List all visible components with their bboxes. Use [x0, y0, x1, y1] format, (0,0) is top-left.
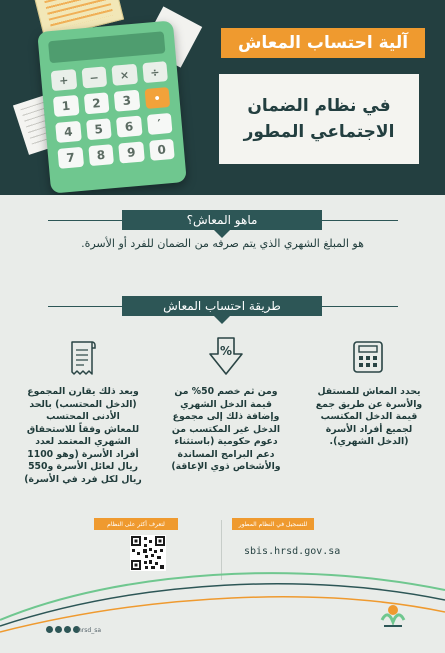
calculator-key: 8 — [88, 144, 114, 166]
social-icons — [46, 626, 80, 633]
step-3-text — [10, 386, 156, 486]
section-heading-what-is — [122, 210, 322, 230]
ministry-logo-icon — [378, 600, 408, 630]
heading-pointer — [214, 316, 230, 324]
calculator-key: • — [144, 87, 170, 109]
calculator-keys — [51, 61, 175, 169]
step-line: دعم البرامج المساندة — [177, 448, 275, 460]
step-line: الأدنى المحتسب — [46, 411, 120, 422]
step-1-text — [300, 386, 438, 449]
page-title: آلية احتساب المعاش — [237, 33, 409, 53]
step-line: للمعاش وفقاً للاستحقاق — [26, 423, 140, 435]
step-line: (الدخل المحتسب) بالحد — [29, 398, 137, 410]
website-link[interactable]: sbis.hrsd.gov.sa — [244, 546, 341, 557]
title-box — [221, 28, 425, 58]
step-line: وإضافة ذلك إلى مجموع — [172, 411, 280, 422]
step-line: ريال لعائل الأسرة و550 — [28, 461, 138, 472]
social-icon[interactable] — [46, 626, 53, 633]
subtitle-box — [219, 74, 419, 164]
calculator-key: 0 — [149, 139, 175, 161]
step-line: قيمة الدخل المكتسب — [320, 411, 418, 422]
step-line: قيمة الدخل الشهري — [180, 398, 272, 410]
calculator-key: 4 — [55, 121, 81, 143]
calculator-key: 3 — [114, 90, 140, 112]
calculator-key: 2 — [83, 92, 109, 114]
calculator-key: 7 — [57, 147, 83, 169]
calculator-key: 1 — [53, 95, 79, 117]
step-line: والأشخاص ذوي الإعاقة) — [171, 461, 281, 472]
section-heading-text: ماهو المعاش؟ — [186, 213, 258, 227]
calculator-icon — [352, 340, 384, 374]
step-line: (الدخل الشهري). — [329, 436, 409, 447]
step-line: يحدد المعاش للمستقل — [317, 386, 421, 397]
calculator-key: + — [51, 69, 77, 91]
learn-more-tag — [94, 518, 178, 530]
calculator-key: − — [81, 66, 107, 88]
svg-text:%: % — [219, 344, 233, 358]
social-icon[interactable] — [64, 626, 71, 633]
receipt-icon — [68, 338, 98, 378]
calculator-key: × — [111, 64, 137, 86]
step-line: لجميع أفراد الأسرة — [325, 423, 413, 435]
calculator-illustration — [37, 20, 187, 193]
social-handle: hrsd_sa — [78, 627, 102, 634]
register-tag — [232, 518, 314, 530]
step-line: الدخل غير المكتسب من — [171, 423, 281, 435]
step-line: الشهري المعتمد لعدد — [35, 436, 131, 447]
section-heading-text: طريقة احتساب المعاش — [163, 299, 281, 313]
step-2-text — [156, 386, 296, 474]
step-line: أفراد الأسرة (وهو 1100 — [27, 448, 139, 460]
step-line: ومن ثم خصم 50% من — [174, 386, 278, 397]
calculator-key: ÷ — [142, 61, 168, 83]
subtitle-line-1: في نظام الضمان — [247, 96, 391, 116]
calculator-key: ′ — [146, 113, 172, 135]
header-banner — [0, 0, 445, 195]
calculator-key: 9 — [118, 141, 144, 163]
calculator-screen — [48, 31, 165, 63]
social-icon[interactable] — [55, 626, 62, 633]
step-line: دعوم حكومية (باستثناء — [174, 436, 278, 447]
subtitle-line-2: الاجتماعي المطور — [243, 122, 395, 142]
percent-down-icon — [208, 336, 244, 376]
section-heading-calculation — [122, 296, 322, 316]
step-line: والأسرة عن طريق جمع — [315, 398, 423, 410]
step-line: ريال لكل فرد في الأسرة) — [24, 473, 142, 485]
register-tag-text: للتسجيل في النظام المطور — [238, 520, 308, 528]
step-line: وبعد ذلك يقارن المجموع — [27, 386, 139, 397]
calculator-key: 6 — [116, 116, 142, 138]
calculator-key: 5 — [86, 118, 112, 140]
definition-text: هو المبلغ الشهري الذي يتم صرفه من الضمان للفرد أو الأسرة. — [81, 237, 364, 250]
learn-more-tag-text: لتعرف أكثر على النظام — [107, 520, 165, 528]
